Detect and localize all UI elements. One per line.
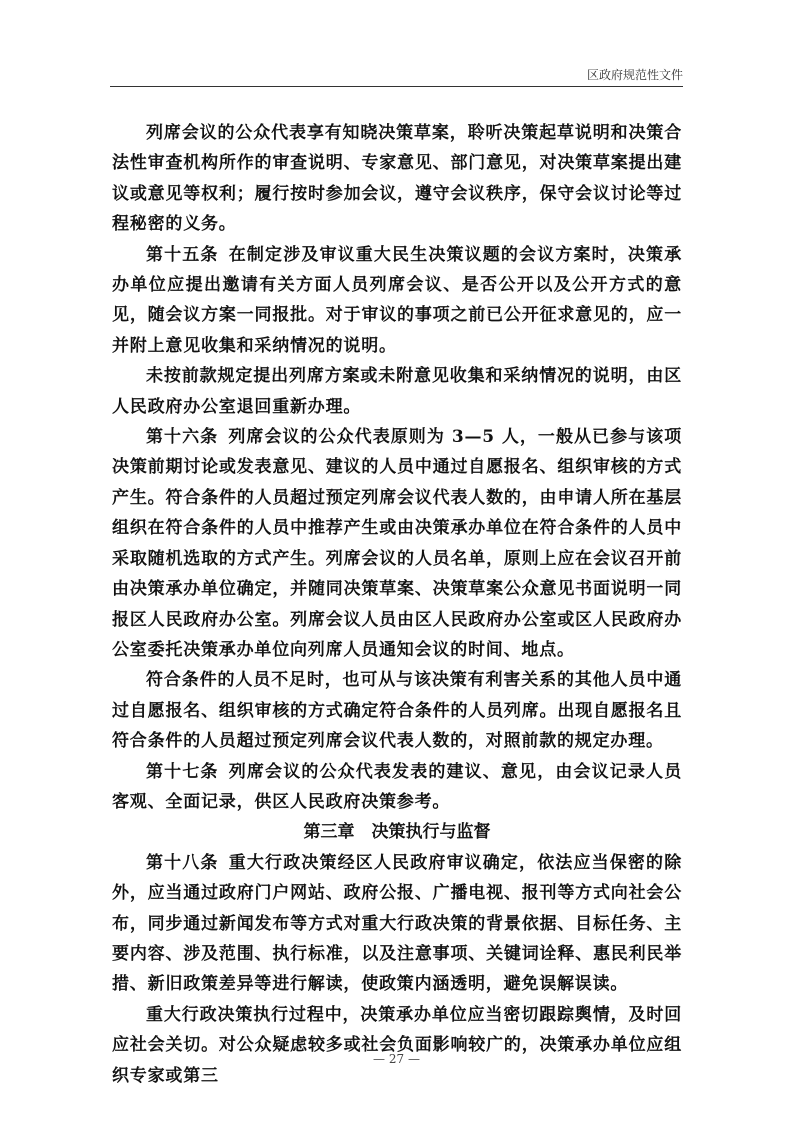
paragraph	[112, 240, 682, 362]
article-number: 第十六条	[146, 427, 219, 448]
document-body	[112, 118, 682, 1091]
article-number: 第十八条	[146, 852, 219, 873]
paragraph-text: 列席会议的公众代表发表的建议、意见，由会议记录人员客观、全面记录，供区人民政府决策参考。	[112, 761, 683, 812]
paragraph-text: 符合条件的人员不足时，也可从与该决策有利害关系的其他人员中通过自愿报名、组织审核的方式确定符合条件的人员列席。出现自愿报名且符合条件的人员超过预定列席会议代表人数的，对照前款的规定办理。	[112, 670, 682, 752]
paragraph	[112, 361, 682, 422]
paragraph	[112, 665, 682, 756]
paragraph-text: 列席会议的公众代表享有知晓决策草案，聆听决策起草说明和决策合法性审查机构所作的审查说明、专家意见、部门意见，对决策草案提出建议或意见等权利；履行按时参加会议，遵守会议秩序，保守会议讨论等过程秘密的义务。	[112, 123, 682, 235]
paragraph	[112, 1000, 682, 1091]
paragraph	[112, 422, 682, 665]
paragraph-text: 未按前款规定提出列席方案或未附意见收集和采纳情况的说明，由区人民政府办公室退回重新办理。	[112, 366, 682, 417]
page-number: — 27 —	[373, 1052, 420, 1066]
paragraph	[112, 757, 682, 818]
chapter-heading: 第三章 决策执行与监督	[303, 822, 491, 843]
paragraph-text: 在制定涉及审议重大民生决策议题的会议方案时，决策承办单位应提出邀请有关方面人员列席会议、是否公开以及公开方式的意见，随会议方案一同报批。对于审议的事项之前已公开征求意见的，应一并附上意见收集和采纳情况的说明。	[112, 244, 683, 356]
paragraph-text: 列席会议的公众代表原则为 3—5 人，一般从已参与该项决策前期讨论或发表意见、建议的人员中通过自愿报名、组织审核的方式产生。符合条件的人员超过预定列席会议代表人数的，由申请人所在基层组织在符合条件的人员中推荐产生或由决策承办单位在符合条件的人员中采取随机选取的方式产生。列席会议的人员名单，原则上应在会议召开前由决策承办单位确定，并随同决策草案、决策草案公众意见书面说明一同报区人民政府办公室。列席会议人员由区人民政府办公室或区人民政府办公室委托决策承办单位向列席人员通知会议的时间、地点。	[112, 427, 683, 660]
article-number: 第十七条	[146, 761, 219, 782]
page-header	[110, 66, 683, 87]
paragraph	[112, 848, 682, 1000]
paragraph-text: 重大行政决策执行过程中，决策承办单位应当密切跟踪舆情，及时回应社会关切。对公众疑虑较多或社会负面影响较广的，决策承办单位应组织专家或第三	[112, 1004, 682, 1086]
paragraph	[112, 118, 682, 240]
article-number: 第十五条	[146, 244, 219, 265]
header-title: 区政府规范性文件	[586, 68, 683, 82]
paragraph-text: 重大行政决策经区人民政府审议确定，依法应当保密的除外，应当通过政府门户网站、政府公报、广播电视、报刊等方式向社会公布，同步通过新闻发布等方式对重大行政决策的背景依据、目标任务、主要内容、涉及范围、执行标准，以及注意事项、关键词诠释、惠民利民举措、新旧政策差异等进行解读，使政策内涵透明，避免误解误读。	[112, 852, 683, 995]
